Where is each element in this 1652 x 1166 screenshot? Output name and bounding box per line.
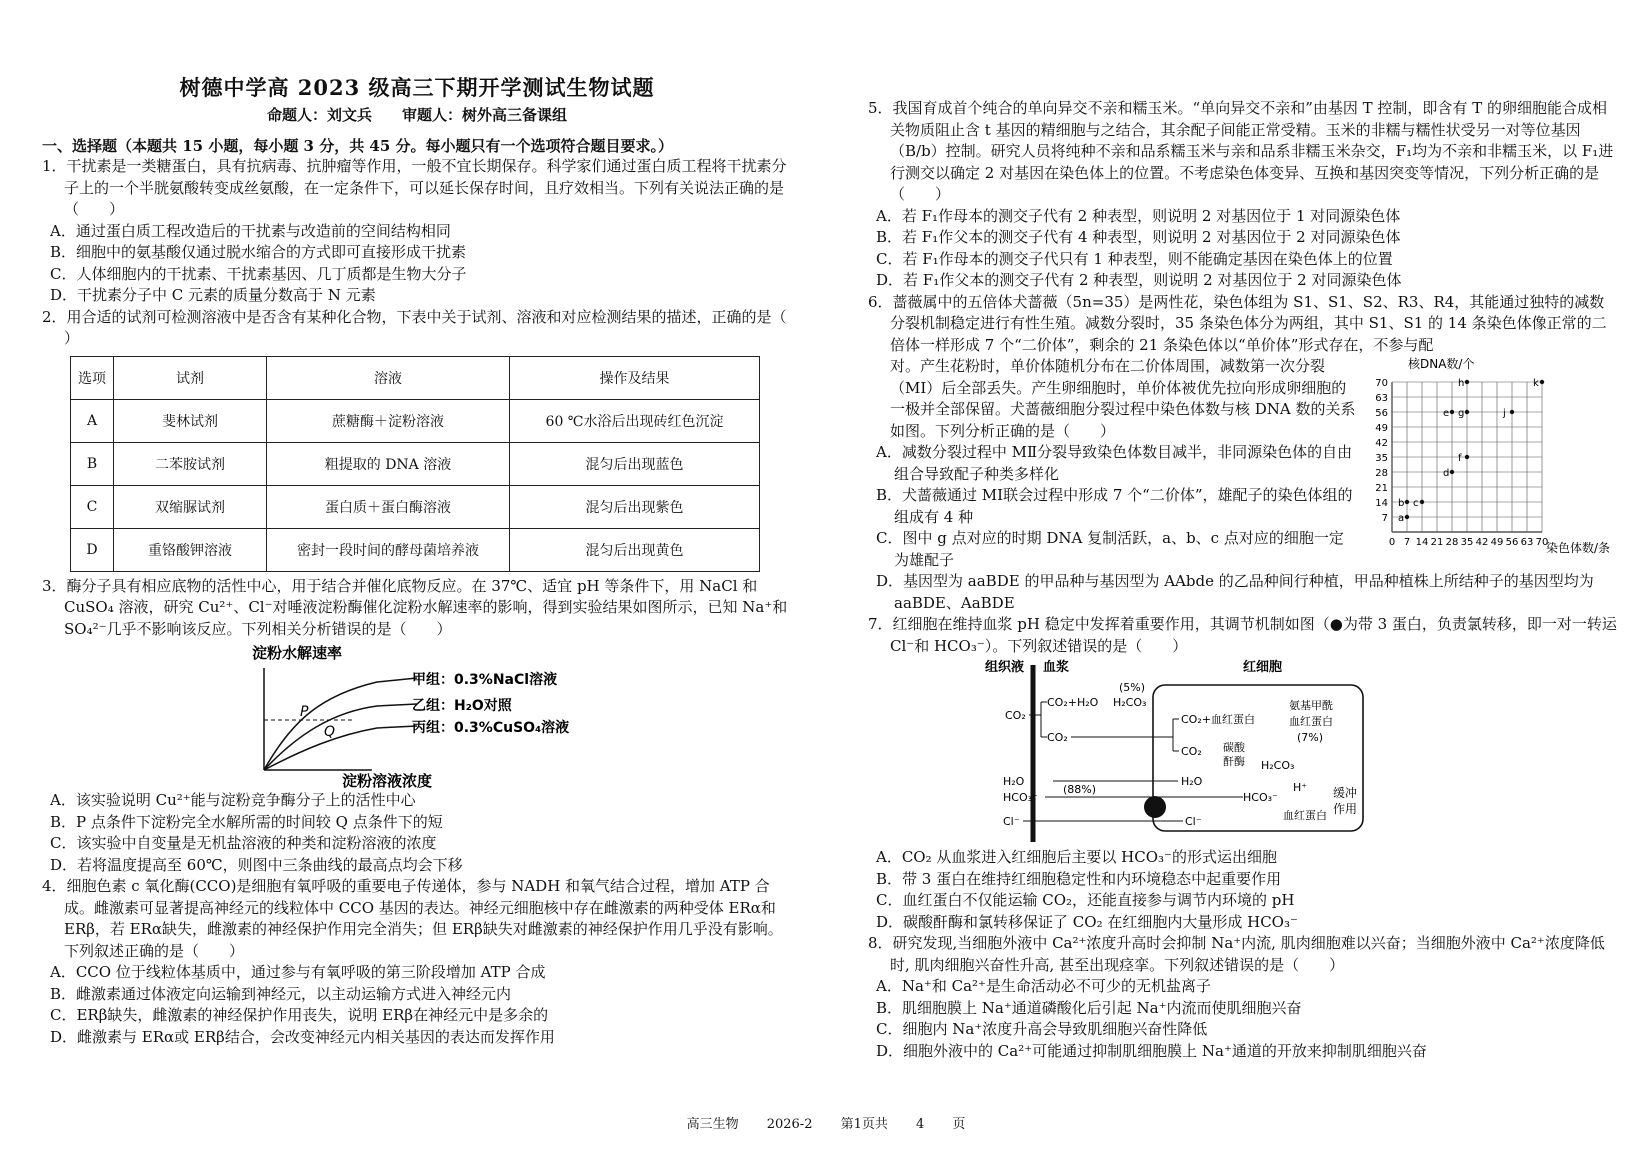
buffer-label-2: 作用 xyxy=(1333,802,1358,816)
point-label-j: j xyxy=(1503,408,1506,419)
data-point-j xyxy=(1510,410,1514,414)
point-label-g: g xyxy=(1458,408,1465,419)
option-a: A．CCO 位于线粒体基质中，通过参与有氧呼吸的第三阶段增加 ATP 合成 xyxy=(50,963,546,981)
chart-y-label: 核DNA数/个 xyxy=(1408,357,1475,371)
x-tick-label: 70 xyxy=(1535,537,1549,548)
footer-page: 第1页共 4 页 xyxy=(840,1117,966,1132)
table-row xyxy=(71,399,760,442)
data-point-c xyxy=(1420,500,1424,504)
question-stem: 6．蔷薇属中的五倍体犬蔷薇（5n=35）是两性花，染色体组为 S1、S1、S2、R3、R4，其能通过独特的减数分裂机制稳定进行有性生殖。减数分裂时，35 条染色体分为两组，其中 S1、S1 的 14 条染色体像正常的二倍体一样形成 7 个“二价体”，剩余的 21 条染色体以“单价体”形式存在，不参与配 xyxy=(868,292,1607,354)
option-a: A．该实验说明 Cu²⁺能与淀粉竞争酶分子上的活性中心 xyxy=(50,791,416,809)
question-8 xyxy=(868,933,1618,1062)
question-6-text xyxy=(868,356,1358,571)
x-tick-label: 63 xyxy=(1520,537,1534,548)
y-tick-label: 42 xyxy=(1375,438,1388,449)
table-header: 选项 xyxy=(71,356,114,399)
buffer-label-1: 缓冲 xyxy=(1333,786,1358,800)
question-stem-cont: 对。产生花粉时，单价体随机分布在二价体周围，减数第一次分裂（MⅠ）后全部丢失。产生卵细胞时，单价体被优先拉向形成卵细胞的一极并全部保留。犬蔷薇细胞分裂过程中染色体数与核 DNA 数的关系如图。下列分析正确的是（ ） xyxy=(890,357,1356,440)
x-tick-label: 49 xyxy=(1490,537,1504,548)
data-point-k xyxy=(1540,380,1544,384)
carbonic-anhydrase-2: 酐酶 xyxy=(1223,755,1245,768)
point-label-c: c xyxy=(1413,498,1419,509)
question-stem: 4．细胞色素 c 氧化酶(CCO)是细胞有氧呼吸的重要电子传递体，参与 NADH 和氧气结合过程，增加 ATP 合成。雌激素可显著提高神经元的线粒体中 CCO 基因的表达。神经元细胞核中存在雌激素的两种受体 ERα和 ERβ，若 ERα缺失，雌激素的神经保护作用完全消失；但 ERβ缺失对雌激素的神经保护作用几乎没有影响。下列叙述正确的是（ ） xyxy=(42,877,783,960)
dna-chromosome-chart xyxy=(1358,356,1618,556)
option-b: B．P 点条件下淀粉完全水解所需的时间较 Q 点条件下的短 xyxy=(50,812,443,831)
table-cell: B xyxy=(71,442,114,485)
option-d: D．干扰素分子中 C 元素的质量分数高于 N 元素 xyxy=(50,286,376,304)
data-point-e xyxy=(1450,410,1454,414)
co2-branch-arrow xyxy=(1173,719,1179,751)
hb-buffer-label: 血红蛋白 xyxy=(1283,809,1327,822)
x-tick-label: 14 xyxy=(1415,537,1429,548)
table-cell: 60 ℃水浴后出现砖红色沉淀 xyxy=(510,399,760,442)
legend-bing: 丙组：0.3%CuSO₄溶液 xyxy=(412,720,570,736)
data-point-d xyxy=(1450,470,1454,474)
option-d: D．碳酸酐酶和氯转移保证了 CO₂ 在红细胞内大量形成 HCO₃⁻ xyxy=(876,912,1298,931)
point-label-e: e xyxy=(1443,408,1450,419)
y-tick-label: 14 xyxy=(1375,498,1388,509)
data-point-g xyxy=(1465,410,1469,414)
question-1 xyxy=(42,156,792,307)
h-plus-label: H⁺ xyxy=(1293,781,1308,794)
y-tick-label: 21 xyxy=(1375,483,1388,494)
table-cell: 斐林试剂 xyxy=(114,399,267,442)
footer-subject: 高三生物 xyxy=(686,1117,739,1132)
table-cell: 双缩脲试剂 xyxy=(114,485,267,528)
band3-protein xyxy=(1144,796,1166,818)
co2-hb-label: CO₂+血红蛋白 xyxy=(1181,713,1255,726)
question-6 xyxy=(868,292,1618,615)
option-c: C．若 F₁作母本的测交子代只有 1 种表型，则不能确定基因在染色体上的位置 xyxy=(876,249,1393,268)
table-cell: 混匀后出现紫色 xyxy=(510,485,760,528)
data-point-b xyxy=(1405,500,1409,504)
question-stem: 2．用合适的试剂可检测溶液中是否含有某种化合物，下表中关于试剂、溶液和对应检测结果的描述，正确的是（ ） xyxy=(42,307,787,347)
table-cell: 密封一段时间的酵母菌培养液 xyxy=(267,528,510,571)
option-c: C．ERβ缺失，雌激素的神经保护作用丧失，说明 ERβ在神经元中是多余的 xyxy=(50,1006,549,1024)
table-header-row xyxy=(71,356,760,399)
table-cell: 混匀后出现黄色 xyxy=(510,528,760,571)
y-tick-label: 56 xyxy=(1375,408,1388,419)
question-stem: 1．干扰素是一类糖蛋白，具有抗病毒、抗肿瘤等作用，一般不宜长期保存。科学家们通过蛋白质工程将干扰素分子上的一个半胱氨酸转变成丝氨酸，在一定条件下，可以延长保存时间，且疗效相当。下列有关说法正确的是（ ） xyxy=(42,157,787,218)
option-c: C．血红蛋白不仅能运输 CO₂，还能直接参与调节内环境的 pH xyxy=(876,891,1295,909)
curve-jia xyxy=(264,678,417,770)
point-p-label: P xyxy=(300,704,309,720)
x-tick-label: 21 xyxy=(1430,537,1444,548)
table-header: 试剂 xyxy=(114,356,267,399)
h2co3-plasma: H₂CO₃ xyxy=(1113,696,1147,709)
y-axis-label: 淀粉水解速率 xyxy=(252,644,343,662)
reagent-table xyxy=(70,356,760,572)
option-d: D．若 F₁作父本的测交子代有 2 种表型，则说明 2 对基因位于 2 对同源染色体 xyxy=(876,271,1402,289)
point-label-k: k xyxy=(1533,378,1539,389)
question-5 xyxy=(868,98,1618,292)
x-tick-label: 28 xyxy=(1445,537,1459,548)
data-point-h xyxy=(1465,380,1469,384)
option-a: A．Na⁺和 Ca²⁺是生命活动必不可少的无机盐离子 xyxy=(876,977,1211,995)
table-cell: 二苯胺试剂 xyxy=(114,442,267,485)
point-label-h: h xyxy=(1458,378,1465,389)
option-c: C．该实验中自变量是无机盐溶液的种类和淀粉溶液的浓度 xyxy=(50,834,437,852)
option-b: B．犬蔷薇通过 MⅠ联会过程中形成 7 个“二价体”，雄配子的染色体组的组成有 4 种 xyxy=(876,486,1353,526)
hco3-plasma: HCO₃⁻ xyxy=(1003,791,1038,804)
question-stem: 7．红细胞在维持血浆 pH 稳定中发挥着重要作用，其调节机制如图（●为带 3 蛋白，负责氯转移，即一对一转运 Cl⁻和 HCO₃⁻）。下列叙述错误的是（ ） xyxy=(868,615,1617,655)
option-a: A．CO₂ 从血浆进入红细胞后主要以 HCO₃⁻的形式运出细胞 xyxy=(876,848,1277,866)
question-7 xyxy=(868,614,1618,933)
table-cell: 粗提取的 DNA 溶液 xyxy=(267,442,510,485)
option-d: D．雌激素与 ERα或 ERβ结合，会改变神经元内相关基因的表达而发挥作用 xyxy=(50,1027,555,1046)
page-footer xyxy=(0,1113,1652,1132)
y-tick-label: 7 xyxy=(1381,513,1388,524)
question-6-body xyxy=(868,356,1618,571)
option-d: D．若将温度提高至 60℃，则图中三条曲线的最高点均会下移 xyxy=(50,855,463,874)
section-heading: 一、选择题（本题共 15 小题，每小题 3 分，共 45 分。每小题只有一个选项符合题目要求。） xyxy=(42,137,674,155)
data-point-f xyxy=(1465,455,1469,459)
legend-jia: 甲组：0.3%NaCl溶液 xyxy=(412,672,558,688)
question-4 xyxy=(42,876,792,1048)
option-c: C．人体细胞内的干扰素、干扰素基因、几丁质都是生物大分子 xyxy=(50,264,467,283)
footer-date: 2026-2 xyxy=(766,1117,813,1132)
carbamino-label-1: 氨基甲酰 xyxy=(1289,699,1333,712)
table-header: 溶液 xyxy=(267,356,510,399)
right-column xyxy=(868,98,1618,1062)
question-stem: 8．研究发现,当细胞外液中 Ca²⁺浓度升高时会抑制 Na⁺内流, 肌肉细胞难以兴奋；当细胞外液中 Ca²⁺浓度降低时, 肌肉细胞兴奋性升高, 甚至出现痉挛。下列叙述错误的是（ ） xyxy=(868,934,1605,974)
co2-rbc: CO₂ xyxy=(1181,745,1202,758)
option-b: B．雌激素通过体液定向运输到神经元，以主动运输方式进入神经元内 xyxy=(50,984,512,1003)
legend-yi: 乙组：H₂O对照 xyxy=(412,698,512,714)
x-tick-label: 35 xyxy=(1460,537,1474,548)
table-cell: 蛋白质＋蛋白酶溶液 xyxy=(267,485,510,528)
cl-plasma: Cl⁻ xyxy=(1003,815,1020,828)
option-b: B．肌细胞膜上 Na⁺通道磷酸化后引起 Na⁺内流而使肌细胞兴奋 xyxy=(876,998,1302,1017)
question-stem: 5．我国育成首个纯合的单向异交不亲和糯玉米。“单向异交不亲和”由基因 T 控制，即含有 T 的卵细胞能合成相关物质阻止含 t 基因的精细胞与之结合，其余配子间能正常受精。玉米的非糯与糯性状受另一对等位基因（B/b）控制。研究人员将纯种不亲和品系糯玉米与亲和品系非糯玉米杂交，F₁均为不亲和非糯玉米，以 F₁进行测交以确定 2 对基因在染色体上的位置。不考虑染色体变异、互换和基因突变等情况，下列分析正确的是（ ） xyxy=(868,99,1614,203)
table-cell: A xyxy=(71,399,114,442)
point-label-d: d xyxy=(1443,468,1450,479)
option-a: A．通过蛋白质工程改造后的干扰素与改造前的空间结构相同 xyxy=(50,221,451,240)
hco3-rbc: HCO₃⁻ xyxy=(1243,791,1278,804)
co2-tissue: CO₂ xyxy=(1005,709,1026,722)
rbc-mechanism-figure xyxy=(983,657,1403,847)
point-label-b: b xyxy=(1398,498,1405,509)
page-title: 树德中学高 2023 级高三下期开学测试生物试题 xyxy=(179,75,655,100)
option-a: A．减数分裂过程中 MⅡ分裂导致染色体数目减半，非同源染色体的自由组合导致配子种类多样化 xyxy=(876,443,1353,483)
chart-x-label: 染色体数/条 xyxy=(1546,541,1611,555)
h2o-plasma: H₂O xyxy=(1003,775,1025,788)
h2o-rbc: H₂O xyxy=(1181,775,1203,788)
co2-h2o-label: CO₂+H₂O xyxy=(1047,696,1099,709)
pct7-label: (7%) xyxy=(1297,731,1324,744)
carbonic-anhydrase-1: 碳酸 xyxy=(1223,741,1245,754)
table-cell: C xyxy=(71,485,114,528)
rbc-label: 红细胞 xyxy=(1243,660,1283,675)
question-2 xyxy=(42,307,792,572)
y-tick-label: 63 xyxy=(1375,393,1388,404)
table-cell: D xyxy=(71,528,114,571)
table-cell: 蔗糖酶＋淀粉溶液 xyxy=(267,399,510,442)
table-cell: 重铬酸钾溶液 xyxy=(114,528,267,571)
enzyme-rate-figure xyxy=(202,640,622,790)
x-tick-label: 56 xyxy=(1505,537,1519,548)
option-a: A．若 F₁作母本的测交子代有 2 种表型，则说明 2 对基因位于 1 对同源染色体 xyxy=(876,206,1401,225)
y-tick-label: 70 xyxy=(1375,378,1388,389)
option-d: D．细胞外液中的 Ca²⁺可能通过抑制肌细胞膜上 Na⁺通道的开放来抑制肌细胞兴奋 xyxy=(876,1041,1427,1060)
cl-rbc: Cl⁻ xyxy=(1185,815,1202,828)
x-tick-label: 7 xyxy=(1403,537,1411,548)
option-b: B．若 F₁作父本的测交子代有 4 种表型，则说明 2 对基因位于 2 对同源染色体 xyxy=(876,228,1401,246)
carbamino-label-2: 血红蛋白 xyxy=(1289,715,1333,728)
x-tick-label: 0 xyxy=(1388,537,1396,548)
h2co3-rbc: H₂CO₃ xyxy=(1261,759,1295,772)
y-tick-label: 28 xyxy=(1375,468,1388,479)
option-b: B．细胞中的氨基酸仅通过脱水缩合的方式即可直接形成干扰素 xyxy=(50,243,467,261)
tissue-label: 组织液 xyxy=(985,660,1025,675)
point-label-f: f xyxy=(1458,453,1462,464)
plasma-label: 血浆 xyxy=(1043,660,1070,675)
table-row xyxy=(71,485,760,528)
x-axis-label: 淀粉溶液浓度 xyxy=(342,772,433,790)
pct5-label: (5%) xyxy=(1119,681,1146,694)
table-row xyxy=(71,442,760,485)
point-label-a: a xyxy=(1398,513,1405,524)
pct88-label: (88%) xyxy=(1063,783,1097,796)
question-3 xyxy=(42,576,792,877)
table-header: 操作及结果 xyxy=(510,356,760,399)
y-tick-label: 35 xyxy=(1375,453,1388,464)
co2-plasma: CO₂ xyxy=(1047,731,1068,744)
option-c: C．图中 g 点对应的时期 DNA 复制活跃，a、b、c 点对应的细胞一定为雄配子 xyxy=(876,529,1344,569)
point-q-label: Q xyxy=(324,724,336,740)
option-c: C．细胞内 Na⁺浓度升高会导致肌细胞兴奋性降低 xyxy=(876,1020,1208,1038)
y-tick-label: 49 xyxy=(1375,423,1388,434)
authors-line: 命题人：刘文兵 审题人：树外高三备课组 xyxy=(266,106,567,124)
data-point-a xyxy=(1405,515,1409,519)
left-column xyxy=(42,0,792,1048)
option-d: D．基因型为 aaBDE 的甲品种与基因型为 AAbde 的乙品种间行种植，甲品种植株上所结种子的基因型均为 aaBDE、AaBDE xyxy=(876,572,1594,612)
question-stem: 3．酶分子具有相应底物的活性中心，用于结合并催化底物反应。在 37℃、适宜 pH 等条件下，用 NaCl 和 CuSO₄ 溶液，研究 Cu²⁺、Cl⁻对唾液淀粉酶催化淀粉水解速率的影响，得到实验结果如图所示，已知 Na⁺和 SO₄²⁻几乎不影响该反应。下列相关分析错误的是（ ） xyxy=(42,576,788,638)
option-b: B．带 3 蛋白在维持红细胞稳定性和内环境稳态中起重要作用 xyxy=(876,869,1282,888)
table-row xyxy=(71,528,760,571)
table-cell: 混匀后出现蓝色 xyxy=(510,442,760,485)
x-tick-label: 42 xyxy=(1475,537,1489,548)
